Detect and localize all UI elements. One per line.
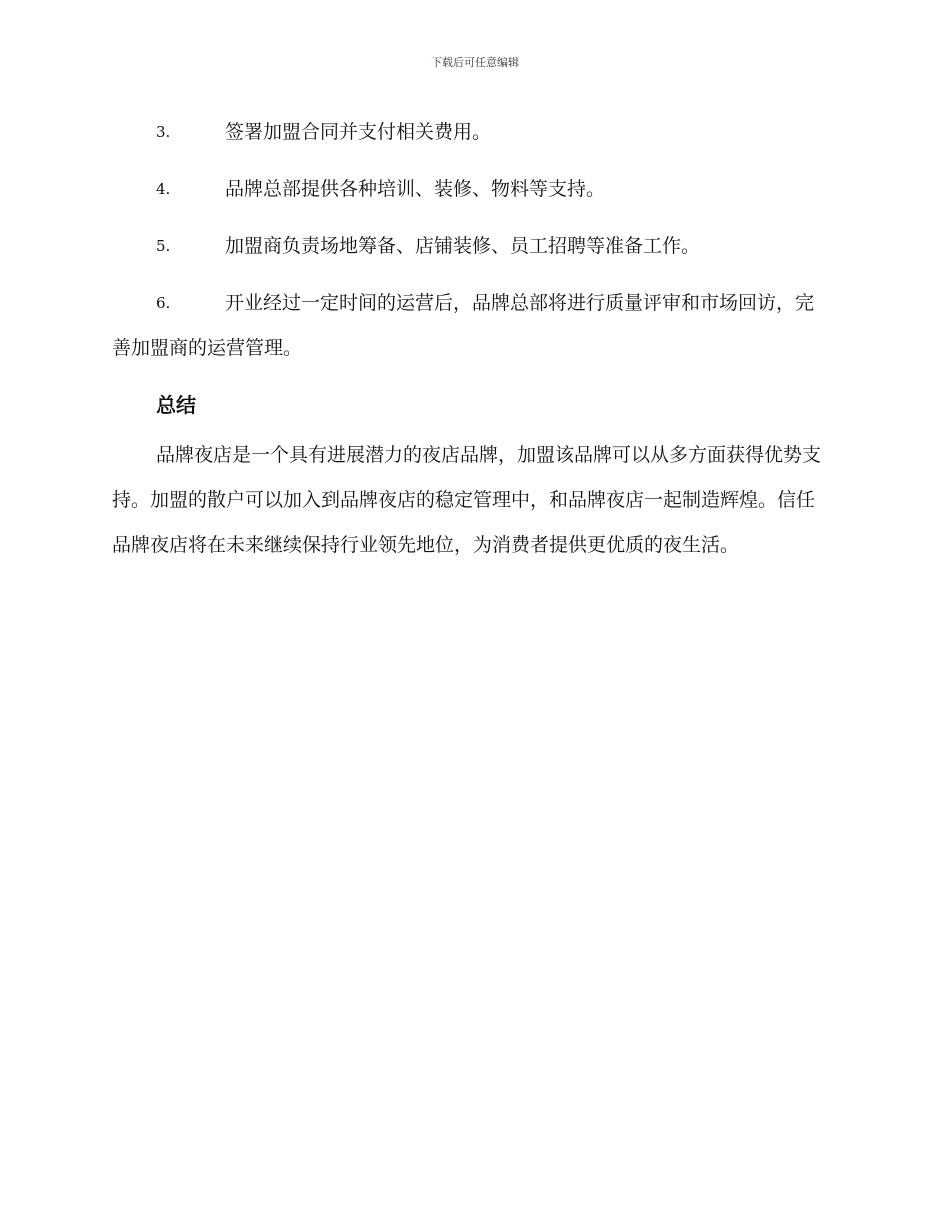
list-item: [112, 281, 832, 371]
list-item: [112, 167, 832, 212]
document-content: [112, 110, 832, 568]
list-item: [112, 110, 832, 155]
list-text: 开业经过一定时间的运营后，品牌总部将进行质量评审和市场回访，完善加盟商的运营管理。: [112, 292, 815, 359]
list-number: 6.: [156, 294, 171, 312]
list-number: 3.: [156, 123, 171, 141]
list-number: 4.: [156, 180, 171, 198]
list-number: 5.: [156, 237, 171, 255]
page-header: 下载后可任意编辑: [431, 56, 519, 69]
list-item: [112, 224, 832, 269]
list-text: 加盟商负责场地筹备、店铺装修、员工招聘等准备工作。: [225, 235, 701, 257]
summary-paragraph: 品牌夜店是一个具有进展潜力的夜店品牌，加盟该品牌可以从多方面获得优势支持。加盟的散户可以加入到品牌夜店的稳定管理中，和品牌夜店一起制造辉煌。信任品牌夜店将在未来继续保持行业领先地位，为消费者提供更优质的夜生活。: [112, 444, 822, 556]
list-text: 签署加盟合同并支付相关费用。: [225, 121, 492, 143]
summary-heading: 总结: [156, 393, 196, 417]
list-text: 品牌总部提供各种培训、装修、物料等支持。: [225, 178, 606, 200]
